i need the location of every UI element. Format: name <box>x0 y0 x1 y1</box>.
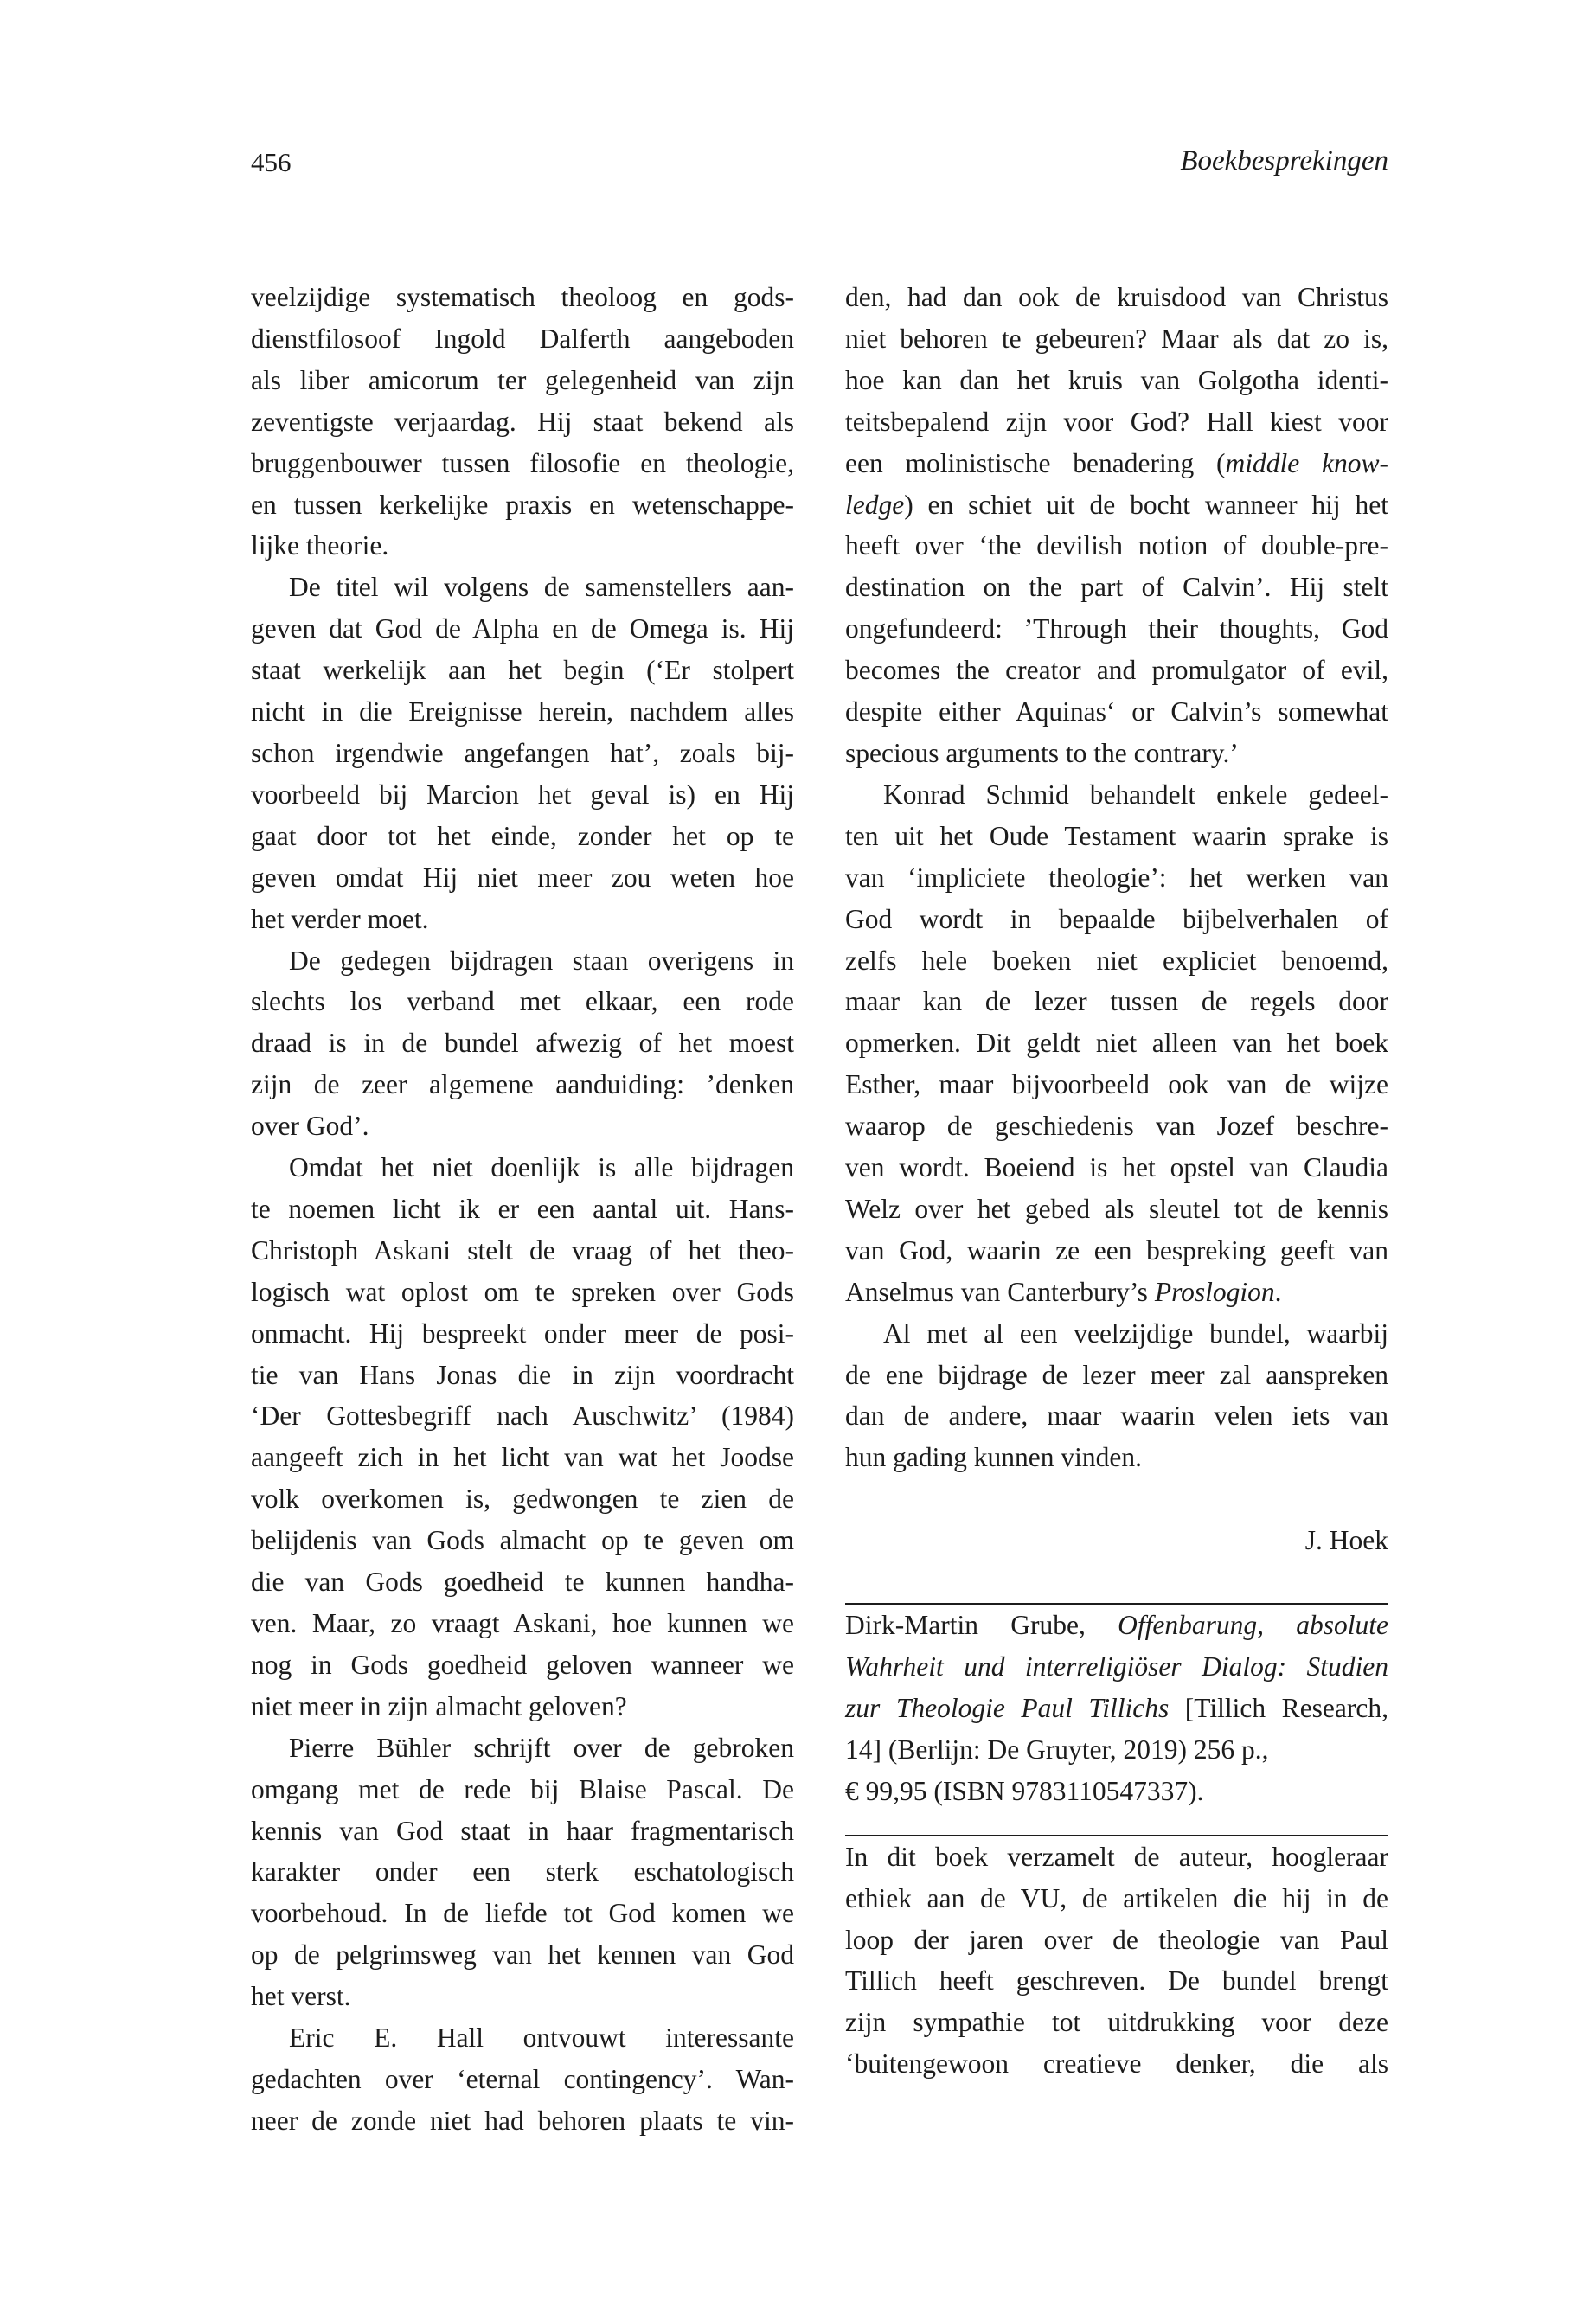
text-line: voorbehoud. In de liefde tot God komen we <box>251 1898 794 1929</box>
text-line: slechts los verband met elkaar, een rode <box>251 986 794 1017</box>
text-line: zijn sympathie tot uitdrukking voor deze <box>845 2007 1388 2038</box>
text-line: neer de zonde niet had behoren plaats te vin- <box>251 2105 794 2136</box>
text-line: karakter onder een sterk eschatologisch <box>251 1856 794 1888</box>
text-line <box>845 1272 1388 1313</box>
text-line: Tillich heeft geschreven. De bundel brengt <box>845 1965 1388 1997</box>
paragraph-conclusion <box>845 1313 1388 1479</box>
text-line: opmerken. Dit geldt niet alleen van het boek <box>845 1028 1388 1059</box>
text-line: Omdat het niet doenlijk is alle bijdragen <box>289 1152 794 1183</box>
text-line: loop der jaren over de theologie van Paul <box>845 1924 1388 1955</box>
paragraph-new-review <box>845 1836 1388 2085</box>
paragraph-hall-continued <box>845 277 1388 774</box>
text-line: God wordt in bepaalde bijbelverhalen of <box>845 903 1388 934</box>
text-line: van God, waarin ze een bespreking geeft van <box>845 1234 1388 1266</box>
book-title: Wahrheit und interreligiöser Dialog: Studien <box>845 1651 1388 1682</box>
italic-term: ledge <box>845 489 905 520</box>
text-line: zeventigste verjaardag. Hij staat bekend als <box>251 406 794 437</box>
text-line: zelfs hele boeken niet expliciet benoemd, <box>845 945 1388 976</box>
text-line: dienstfilosoof Ingold Dalferth aangeboden <box>251 323 794 354</box>
text-segment: een molinistische benadering ( <box>845 447 1226 478</box>
text-line: geven omdat Hij niet meer zou weten hoe <box>251 862 794 893</box>
text-line: € 99,95 (ISBN 9783110547337). <box>845 1775 1204 1806</box>
paragraph-contributions <box>251 940 794 1148</box>
text-line: omgang met de rede bij Blaise Pascal. De <box>251 1773 794 1804</box>
text-line: Eric E. Hall ontvouwt interessante <box>289 2022 794 2054</box>
text-line: belijdenis van Gods almacht op te geven om <box>251 1525 794 1556</box>
text-segment: [Tillich Research, <box>1169 1693 1388 1723</box>
text-line: teitsbepalend zijn voor God? Hall kiest voor <box>845 406 1388 437</box>
paragraph-schmid <box>845 774 1388 1313</box>
text-line: destination on the part of Calvin’. Hij stelt <box>845 572 1388 603</box>
text-line: het verder moet. <box>251 903 429 934</box>
text-line: niet behoren te gebeuren? Maar als dat zo is, <box>845 323 1388 354</box>
running-head: Boekbesprekingen <box>1180 145 1388 176</box>
text-line: Christoph Askani stelt de vraag of het theo- <box>251 1234 794 1266</box>
text-line: lijke theorie. <box>251 530 389 561</box>
text-line <box>845 484 1388 526</box>
text-line <box>845 1605 1388 1646</box>
text-line: nog in Gods goedheid geloven wanneer we <box>251 1649 794 1680</box>
paragraph-askani <box>251 1147 794 1727</box>
paragraph-title-meaning <box>251 567 794 939</box>
text-line: De gedegen bijdragen staan overigens in <box>289 945 794 976</box>
text-line <box>845 443 1388 484</box>
book-author: Dirk-Martin Grube, <box>845 1610 1118 1641</box>
right-column <box>845 277 1388 2085</box>
text-line: voorbeeld bij Marcion het geval is) en Hij <box>251 779 794 810</box>
text-line: als liber amicorum ter gelegenheid van zijn <box>251 364 794 395</box>
book-title: zur Theologie Paul Tillichs <box>845 1693 1170 1723</box>
text-line: Al met al een veelzijdige bundel, waarbij <box>883 1317 1388 1349</box>
text-line: ten uit het Oude Testament waarin sprake is <box>845 820 1388 851</box>
text-line: ven. Maar, zo vraagt Askani, hoe kunnen we <box>251 1608 794 1638</box>
text-line: onmacht. Hij bespreekt onder meer de posi- <box>251 1317 794 1349</box>
paragraph-buhler <box>251 1727 794 2017</box>
text-line: volk overkomen is, gedwongen te zien de <box>251 1484 794 1515</box>
text-line: Welz over het gebed als sleutel tot de kennis <box>845 1193 1388 1224</box>
text-line: den, had dan ook de kruisdood van Christus <box>845 282 1388 312</box>
text-line: specious arguments to the contrary.’ <box>845 737 1239 768</box>
book-title: Offenbarung, absolute <box>1118 1610 1388 1641</box>
text-line: ongefundeerd: ’Through their thoughts, God <box>845 613 1388 644</box>
text-line <box>845 1646 1388 1688</box>
text-line: becomes the creator and promulgator of evil, <box>845 655 1388 686</box>
text-line: zijn de zeer algemene aanduiding: ’denken <box>251 1069 794 1100</box>
text-line: die van Gods goedheid te kunnen handha- <box>251 1567 794 1598</box>
text-line: Esther, maar bijvoorbeeld ook van de wijze <box>845 1069 1388 1100</box>
text-segment: . <box>1274 1276 1282 1307</box>
text-line: dan de andere, maar waarin velen iets van <box>845 1400 1388 1432</box>
text-line: over God’. <box>251 1111 369 1142</box>
text-line: hoe kan dan het kruis van Golgotha identi- <box>845 364 1388 395</box>
italic-term: middle know- <box>1225 447 1388 478</box>
text-line: De titel wil volgens de samenstellers aan- <box>289 572 794 603</box>
text-line: ‘buitengewoon creatieve denker, die als <box>845 2048 1388 2080</box>
text-line: In dit boek verzamelt de auteur, hoogleraar <box>845 1841 1388 1872</box>
text-line: veelzijdige systematisch theoloog en gods- <box>251 282 794 312</box>
text-line: hun gading kunnen vinden. <box>845 1442 1142 1473</box>
text-segment: Anselmus van Canterbury’s <box>845 1276 1155 1307</box>
text-segment: ) en schiet uit de bocht wanneer hij het <box>904 489 1388 520</box>
text-line: draad is in de bundel afwezig of het moest <box>251 1028 794 1059</box>
text-line: van ‘impliciete theologie’: het werken van <box>845 862 1388 893</box>
text-line: de ene bijdrage de lezer meer zal aanspreken <box>845 1359 1388 1390</box>
text-line: ‘Der Gottesbegriff nach Auschwitz’ (1984) <box>251 1400 794 1432</box>
text-line: gaat door tot het einde, zonder het op te <box>251 820 794 851</box>
text-line: 14] (Berlijn: De Gruyter, 2019) 256 p., <box>845 1734 1269 1765</box>
text-line: kennis van God staat in haar fragmentarisch <box>251 1815 794 1846</box>
reviewer-signature: J. Hoek <box>1304 1525 1388 1556</box>
text-line: heeft over ‘the devilish notion of double-pre- <box>845 530 1388 561</box>
text-line: aangeeft zich in het licht van wat het Joodse <box>251 1442 794 1473</box>
text-line: logisch wat oplost om te spreken over Gods <box>251 1276 794 1307</box>
text-line: geven dat God de Alpha en de Omega is. Hij <box>251 613 794 644</box>
bibliographic-entry <box>845 1605 1388 1812</box>
page-number: 456 <box>251 147 292 177</box>
text-line: staat werkelijk aan het begin (‘Er stolpert <box>251 655 794 686</box>
text-line: Pierre Bühler schrijft over de gebroken <box>289 1732 794 1763</box>
text-line: tie van Hans Jonas die in zijn voordracht <box>251 1359 794 1390</box>
left-column <box>251 277 794 2142</box>
italic-title: Proslogion <box>1154 1276 1275 1307</box>
text-line: bruggenbouwer tussen filosofie en theologie, <box>251 447 794 478</box>
paragraph-hall <box>251 2017 794 2142</box>
text-line: ven wordt. Boeiend is het opstel van Claudia <box>845 1152 1388 1183</box>
text-line: nicht in die Ereignisse herein, nachdem alles <box>251 696 794 727</box>
text-line: Konrad Schmid behandelt enkele gedeel- <box>883 779 1388 810</box>
paragraph-continued <box>251 277 794 567</box>
text-line: schon irgendwie angefangen hat’, zoals bij- <box>251 737 794 768</box>
text-line: en tussen kerkelijke praxis en wetenschappe- <box>251 489 794 520</box>
text-line: te noemen licht ik er een aantal uit. Hans- <box>251 1193 794 1224</box>
text-line: gedachten over ‘eternal contingency’. Wan- <box>251 2063 794 2094</box>
text-line: het verst. <box>251 1981 351 2012</box>
text-line <box>845 1688 1388 1729</box>
text-line: despite either Aquinas‘ or Calvin’s somewhat <box>845 696 1388 727</box>
text-line: op de pelgrimsweg van het kennen van God <box>251 1939 794 1971</box>
text-line: maar kan de lezer tussen de regels door <box>845 986 1388 1017</box>
text-line: niet meer in zijn almacht geloven? <box>251 1690 627 1721</box>
text-line: ethiek aan de VU, de artikelen die hij in de <box>845 1882 1388 1913</box>
text-line: waarop de geschiedenis van Jozef beschre- <box>845 1111 1388 1142</box>
